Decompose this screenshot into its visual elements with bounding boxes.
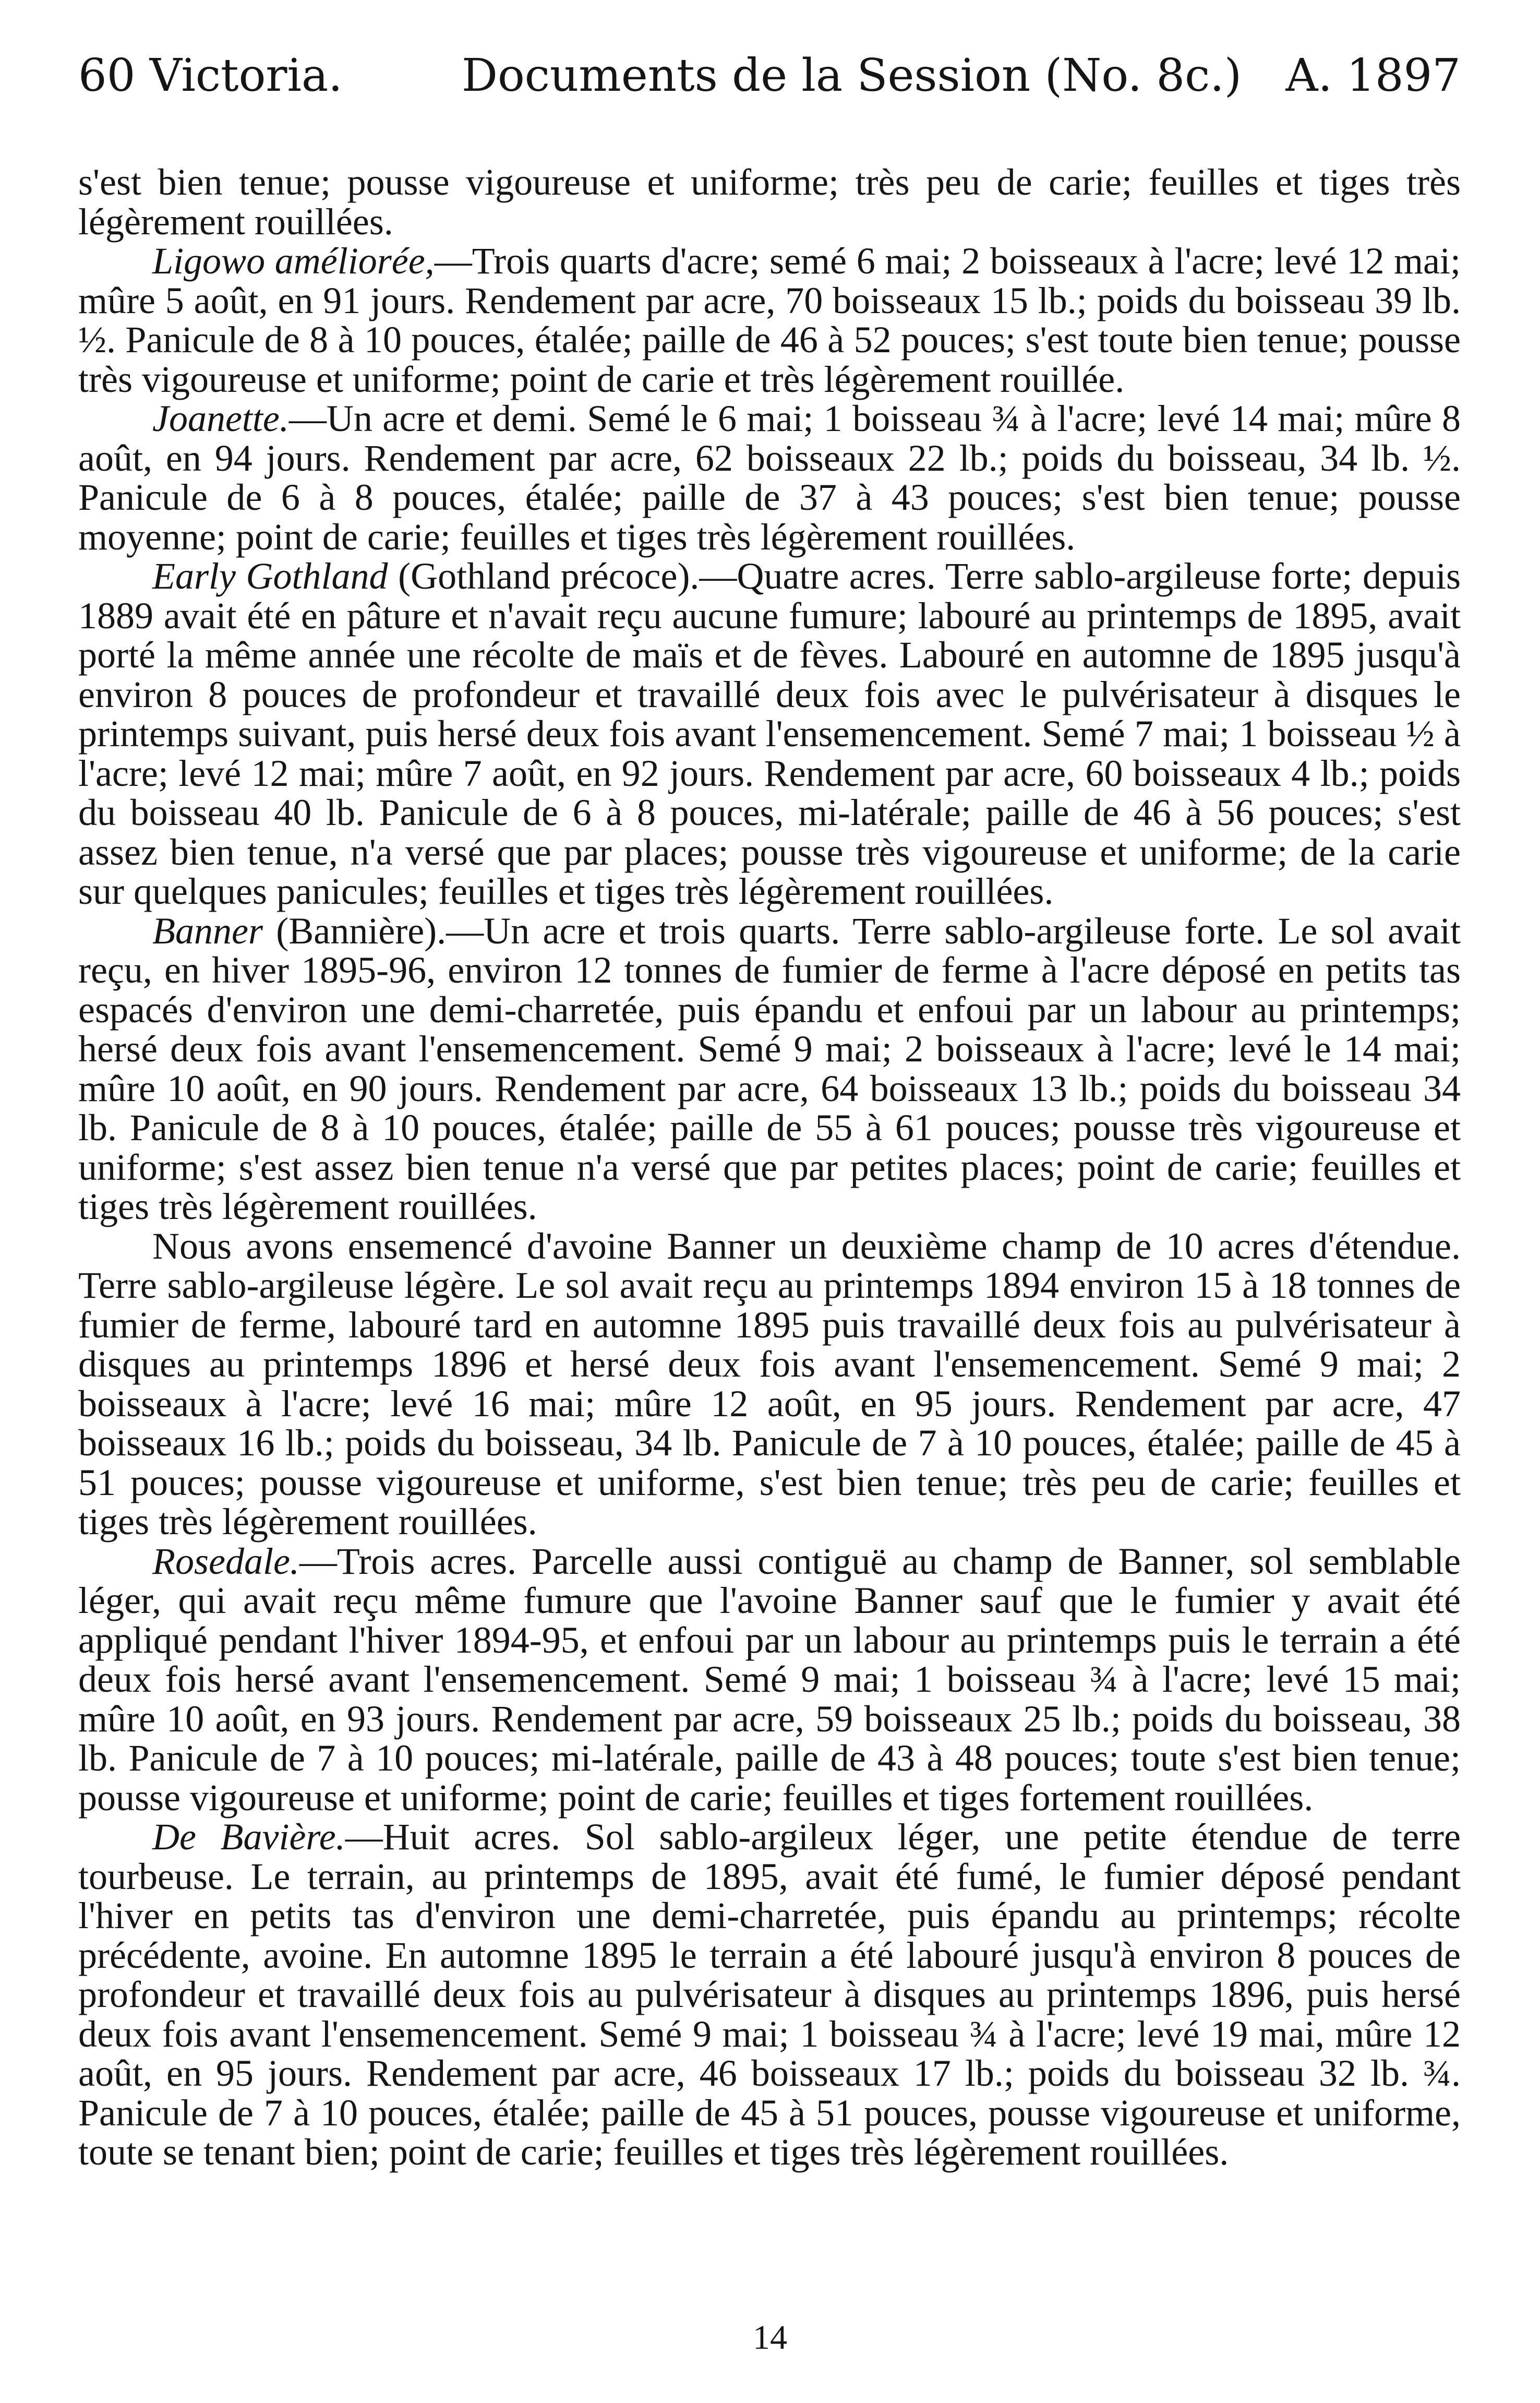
paragraph-de-baviere bbox=[78, 1818, 1461, 2172]
paragraph-text: —Trois quarts d'acre; semé 6 mai; 2 boisseaux à l'acre; levé 12 mai; mûre 5 août, en 91 jours. Rendement par acre, 70 boisseaux 15 lb.; poids du boisseau 39 lb. ½. Panicule de 8 à 10 pouces, étalée; paille de 46 à 52 pouces; s'est toute bien tenue; pousse très vigoureuse et uniforme; point de carie et très légèrement rouillée. bbox=[78, 240, 1461, 400]
paragraph-text: (Gothland précoce).—Quatre acres. Terre sablo-argileuse forte; depuis 1889 avait été en pâture et n'avait reçu aucune fumure; labouré au printemps de 1895, avait porté la même année une récolte de maïs et de fèves. Labouré en automne de 1895 jusqu'à environ 8 pouces de profondeur et travaillé deux fois avec le pulvérisateur à disques le printemps suivant, puis hersé deux fois avant l'ensemencement. Semé 7 mai; 1 boisseau ½ à l'acre; levé 12 mai; mûre 7 août, en 92 jours. Rendement par acre, 60 boisseaux 4 lb.; poids du boisseau 40 lb. Panicule de 6 à 8 pouces, mi-latérale; paille de 46 à 56 pouces; s'est assez bien tenue, n'a versé que par places; pousse très vigoureuse et uniforme; de la carie sur quelques panicules; feuilles et tiges très légèrement rouillées. bbox=[78, 555, 1461, 912]
header-document-title: Documents de la Session (No. 8c.) bbox=[462, 50, 1242, 102]
variety-name: Ligowo améliorée, bbox=[152, 240, 435, 282]
paragraph-continuation bbox=[78, 163, 1461, 242]
paragraph-joanette bbox=[78, 399, 1461, 557]
paragraph-text: s'est bien tenue; pousse vigoureuse et uniforme; très peu de carie; feuilles et tiges très légèrement rouillées. bbox=[78, 161, 1461, 243]
paragraph-text: (Bannière).—Un acre et trois quarts. Terre sablo-argileuse forte. Le sol avait reçu, en hiver 1895-96, environ 12 tonnes de fumier de ferme à l'acre déposé en petits tas espacés d'environ une demi-charretée, puis épandu et enfoui par un labour au printemps; hersé deux fois avant l'ensemencement. Semé 9 mai; 2 boisseaux à l'acre; levé le 14 mai; mûre 10 août, en 90 jours. Rendement par acre, 64 boisseaux 13 lb.; poids du boisseau 34 lb. Panicule de 8 à 10 pouces, étalée; paille de 55 à 61 pouces; pousse très vigoureuse et uniforme; s'est assez bien tenue n'a versé que par petites places; point de carie; feuilles et tiges très légèrement rouillées. bbox=[78, 910, 1461, 1227]
body-text bbox=[78, 163, 1461, 2172]
header-year: A. 1897 bbox=[1285, 50, 1461, 102]
variety-name: Rosedale. bbox=[152, 1540, 299, 1582]
paragraph-text: —Un acre et demi. Semé le 6 mai; 1 boisseau ¾ à l'acre; levé 14 mai; mûre 8 août, en 94 jours. Rendement par acre, 62 boisseaux 22 lb.; poids du boisseau, 34 lb. ½. Panicule de 6 à 8 pouces, étalée; paille de 37 à 43 pouces; s'est bien tenue; pousse moyenne; point de carie; feuilles et tiges très légèrement rouillées. bbox=[78, 398, 1461, 558]
header-regnal-year: 60 Victoria. bbox=[78, 50, 343, 102]
page-number: 14 bbox=[753, 2318, 787, 2357]
variety-name: Banner bbox=[152, 910, 263, 952]
paragraph-text: —Trois acres. Parcelle aussi contiguë au champ de Banner, sol semblable léger, qui avait reçu même fumure que l'avoine Banner sauf que le fumier y avait été appliqué pendant l'hiver 1894-95, et enfoui par un labour au printemps puis le terrain a été deux fois hersé avant l'ensemencement. Semé 9 mai; 1 boisseau ¾ à l'acre; levé 15 mai; mûre 10 août, en 93 jours. Rendement par acre, 59 boisseaux 25 lb.; poids du boisseau, 38 lb. Panicule de 7 à 10 pouces; mi-latérale, paille de 43 à 48 pouces; toute s'est bien tenue; pousse vigoureuse et uniforme; point de carie; feuilles et tiges fortement rouillées. bbox=[78, 1540, 1461, 1819]
variety-name: Early Gothland bbox=[152, 555, 388, 597]
paragraph-banner-second-field bbox=[78, 1227, 1461, 1542]
paragraph-early-gothland bbox=[78, 557, 1461, 912]
variety-name: De Bavière. bbox=[152, 1816, 345, 1858]
paragraph-text: —Huit acres. Sol sablo-argileux léger, une petite étendue de terre tourbeuse. Le terrain, au printemps de 1895, avait été fumé, le fumier déposé pendant l'hiver en petits tas d'environ une demi-charretée, puis épandu au printemps; récolte précédente, avoine. En automne 1895 le terrain a été labouré jusqu'à environ 8 pouces de profondeur et travaillé deux fois au pulvérisateur à disques au printemps 1896, puis hersé deux fois avant l'ensemencement. Semé 9 mai; 1 boisseau ¾ à l'acre; levé 19 mai, mûre 12 août, en 95 jours. Rendement par acre, 46 boisseaux 17 lb.; poids du boisseau 32 lb. ¾. Panicule de 7 à 10 pouces, étalée; paille de 45 à 51 pouces, pousse vigoureuse et uniforme, toute se tenant bien; point de carie; feuilles et tiges très légèrement rouillées. bbox=[78, 1816, 1461, 2173]
page-header bbox=[78, 47, 1461, 104]
paragraph-rosedale bbox=[78, 1542, 1461, 1818]
paragraph-text: Nous avons ensemencé d'avoine Banner un deuxième champ de 10 acres d'étendue. Terre sablo-argileuse légère. Le sol avait reçu au printemps 1894 environ 15 à 18 tonnes de fumier de ferme, labouré tard en automne 1895 puis travaillé deux fois au pulvérisateur à disques au printemps 1896 et hersé deux fois avant l'ensemencement. Semé 9 mai; 2 boisseaux à l'acre; levé 16 mai; mûre 12 août, en 95 jours. Rendement par acre, 47 boisseaux 16 lb.; poids du boisseau, 34 lb. Panicule de 7 à 10 pouces, étalée; paille de 45 à 51 pouces; pousse vigoureuse et uniforme, s'est bien tenue; très peu de carie; feuilles et tiges très légèrement rouillées. bbox=[78, 1225, 1461, 1543]
paragraph-banner bbox=[78, 912, 1461, 1227]
variety-name: Joanette. bbox=[152, 398, 289, 439]
paragraph-ligowo bbox=[78, 242, 1461, 399]
